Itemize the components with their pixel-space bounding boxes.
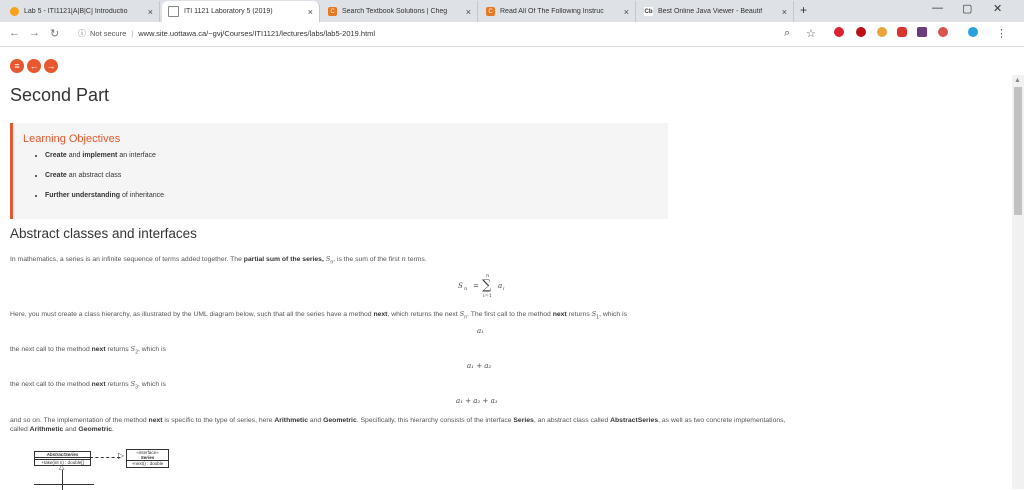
uml-inheritance-arrow-icon: △	[59, 464, 65, 471]
url-text[interactable]: www.site.uottawa.ca/~gvj/Courses/ITI1121/lectures/labs/lab5-2019.html	[138, 29, 376, 38]
scroll-up-icon[interactable]: ▲	[1014, 77, 1021, 84]
chegg-icon: C	[328, 7, 337, 16]
tab-strip	[0, 0, 1024, 22]
math-a1-a2: a₁ + a₂	[467, 362, 492, 370]
paragraph-series-intro: In mathematics, a series is an infinite sequence of terms added together. The partial sum of the series, $S_n$, is the sum of the first n terms.	[10, 255, 427, 266]
previous-page-icon[interactable]: ←	[27, 59, 41, 73]
lab-navigation	[10, 59, 58, 73]
tab-title: Best Online Java Viewer - Beautif	[658, 8, 763, 15]
page-icon	[168, 6, 179, 17]
objective-text: of inheritance	[120, 192, 165, 199]
list-item	[45, 152, 658, 159]
objective-text: an interface	[117, 152, 156, 159]
list-item	[45, 192, 658, 199]
objective-bold: Create	[45, 152, 67, 159]
tab-chegg-question[interactable]	[480, 1, 636, 22]
math-a1-a2-a3: a₁ + a₂ + a₃	[456, 397, 498, 405]
tab-laboratory[interactable]	[162, 1, 320, 22]
close-tab-icon[interactable]: ×	[623, 6, 629, 17]
uml-method: +take(int n) : double[]	[41, 460, 84, 465]
math-a1: a₁	[477, 327, 484, 335]
close-window-button[interactable]: ✕	[993, 3, 1003, 15]
paragraph-implementation-cont: called Arithmetic and Geometric.	[10, 426, 114, 433]
uml-class-box-edge	[34, 484, 94, 485]
close-tab-icon[interactable]: ×	[781, 6, 787, 17]
learning-objectives-box	[10, 123, 668, 219]
extension-icon[interactable]	[877, 27, 887, 37]
uml-class-name: AbstractSeries	[35, 452, 90, 458]
extension-purple-icon[interactable]	[917, 27, 927, 37]
tab-title: Lab 5 - ITI1121[A|B|C] Introductio	[24, 8, 128, 15]
uml-arrowhead-icon: ▷	[118, 451, 125, 460]
menu-list-icon[interactable]: ≡	[10, 59, 24, 73]
adblock-plus-icon[interactable]	[897, 27, 907, 37]
uml-series-interface	[126, 449, 169, 468]
forward-icon[interactable]: →	[29, 27, 40, 39]
close-tab-icon[interactable]: ×	[307, 6, 313, 17]
divider: |	[131, 29, 134, 38]
subsection-title: Abstract classes and interfaces	[10, 226, 197, 241]
next-page-icon[interactable]: →	[44, 59, 58, 73]
objectives-heading: Learning Objectives	[23, 133, 121, 145]
uml-inheritance-line	[62, 470, 63, 490]
uml-realization-line	[90, 457, 120, 458]
chegg-icon: C	[486, 7, 495, 16]
new-tab-button[interactable]: +	[800, 3, 808, 17]
security-label: Not secure	[90, 29, 127, 38]
paragraph-hierarchy: Here, you must create a class hierarchy, as illustrated by the UML diagram below, such that all the series have a method next, which returns the next $S_n$. The first call to the method next returns $S_1$, which is	[10, 310, 628, 321]
paragraph-next-3: the next call to the method next returns $S_3$, which is	[10, 380, 166, 391]
maximize-button[interactable]: ▢	[962, 3, 973, 15]
uml-method: +next() : double	[131, 461, 164, 466]
address-bar[interactable]	[78, 25, 818, 42]
objective-text: an abstract class	[66, 172, 122, 179]
scrollbar-thumb[interactable]	[1014, 87, 1022, 215]
partial-sum-formula: S n = ∑ n i=1 a i	[458, 273, 505, 299]
uml-interface-name: Series	[127, 455, 168, 461]
menu-icon[interactable]: ⋮	[996, 28, 1007, 40]
section-title: Second Part	[10, 85, 110, 105]
tab-title: Search Textbook Solutions | Cheg	[342, 8, 448, 15]
brightspace-icon	[10, 7, 19, 16]
tab-java-viewer[interactable]	[638, 1, 794, 22]
list-item	[45, 172, 658, 179]
paragraph-implementation: and so on. The implementation of the method next is specific to the type of series, here Arithmetic and Geometric. Specifically, this hierarchy consists of the interface Series, an abstract class called AbstractSeries, as well as two concrete implementations,	[10, 417, 786, 424]
bookmark-star-icon[interactable]: ☆	[806, 28, 816, 40]
objective-bold: Create	[45, 172, 67, 179]
page-scrollbar[interactable]	[1012, 75, 1024, 489]
zoom-icon[interactable]: ⌕	[784, 27, 791, 39]
tab-lab5[interactable]	[4, 1, 160, 22]
objective-text: and	[66, 152, 83, 159]
close-tab-icon[interactable]: ×	[147, 6, 153, 17]
browser-toolbar	[0, 22, 1024, 47]
minimize-button[interactable]: —	[932, 2, 943, 14]
tab-title: Read All Of The Following Instruc	[500, 8, 604, 15]
uml-stereotype: «interface»	[136, 450, 159, 455]
objectives-list	[23, 152, 658, 199]
info-icon[interactable]: ⓘ	[78, 29, 86, 38]
ublock-icon[interactable]	[856, 27, 866, 37]
objective-bold: implement	[82, 152, 118, 159]
tab-chegg-search[interactable]	[322, 1, 478, 22]
code-beautify-icon: Cb	[644, 8, 653, 15]
extension-red-icon[interactable]	[938, 27, 948, 37]
profile-avatar[interactable]	[968, 27, 978, 37]
close-tab-icon[interactable]: ×	[465, 6, 471, 17]
paragraph-next-2: the next call to the method next returns $S_2$, which is	[10, 345, 166, 356]
objective-bold: Further understanding	[45, 192, 121, 199]
reload-icon[interactable]: ↻	[50, 28, 60, 40]
extension-stop-icon[interactable]	[834, 27, 844, 37]
back-icon[interactable]: ←	[9, 27, 20, 39]
tab-title: ITI 1121 Laboratory 5 (2019)	[184, 8, 273, 15]
